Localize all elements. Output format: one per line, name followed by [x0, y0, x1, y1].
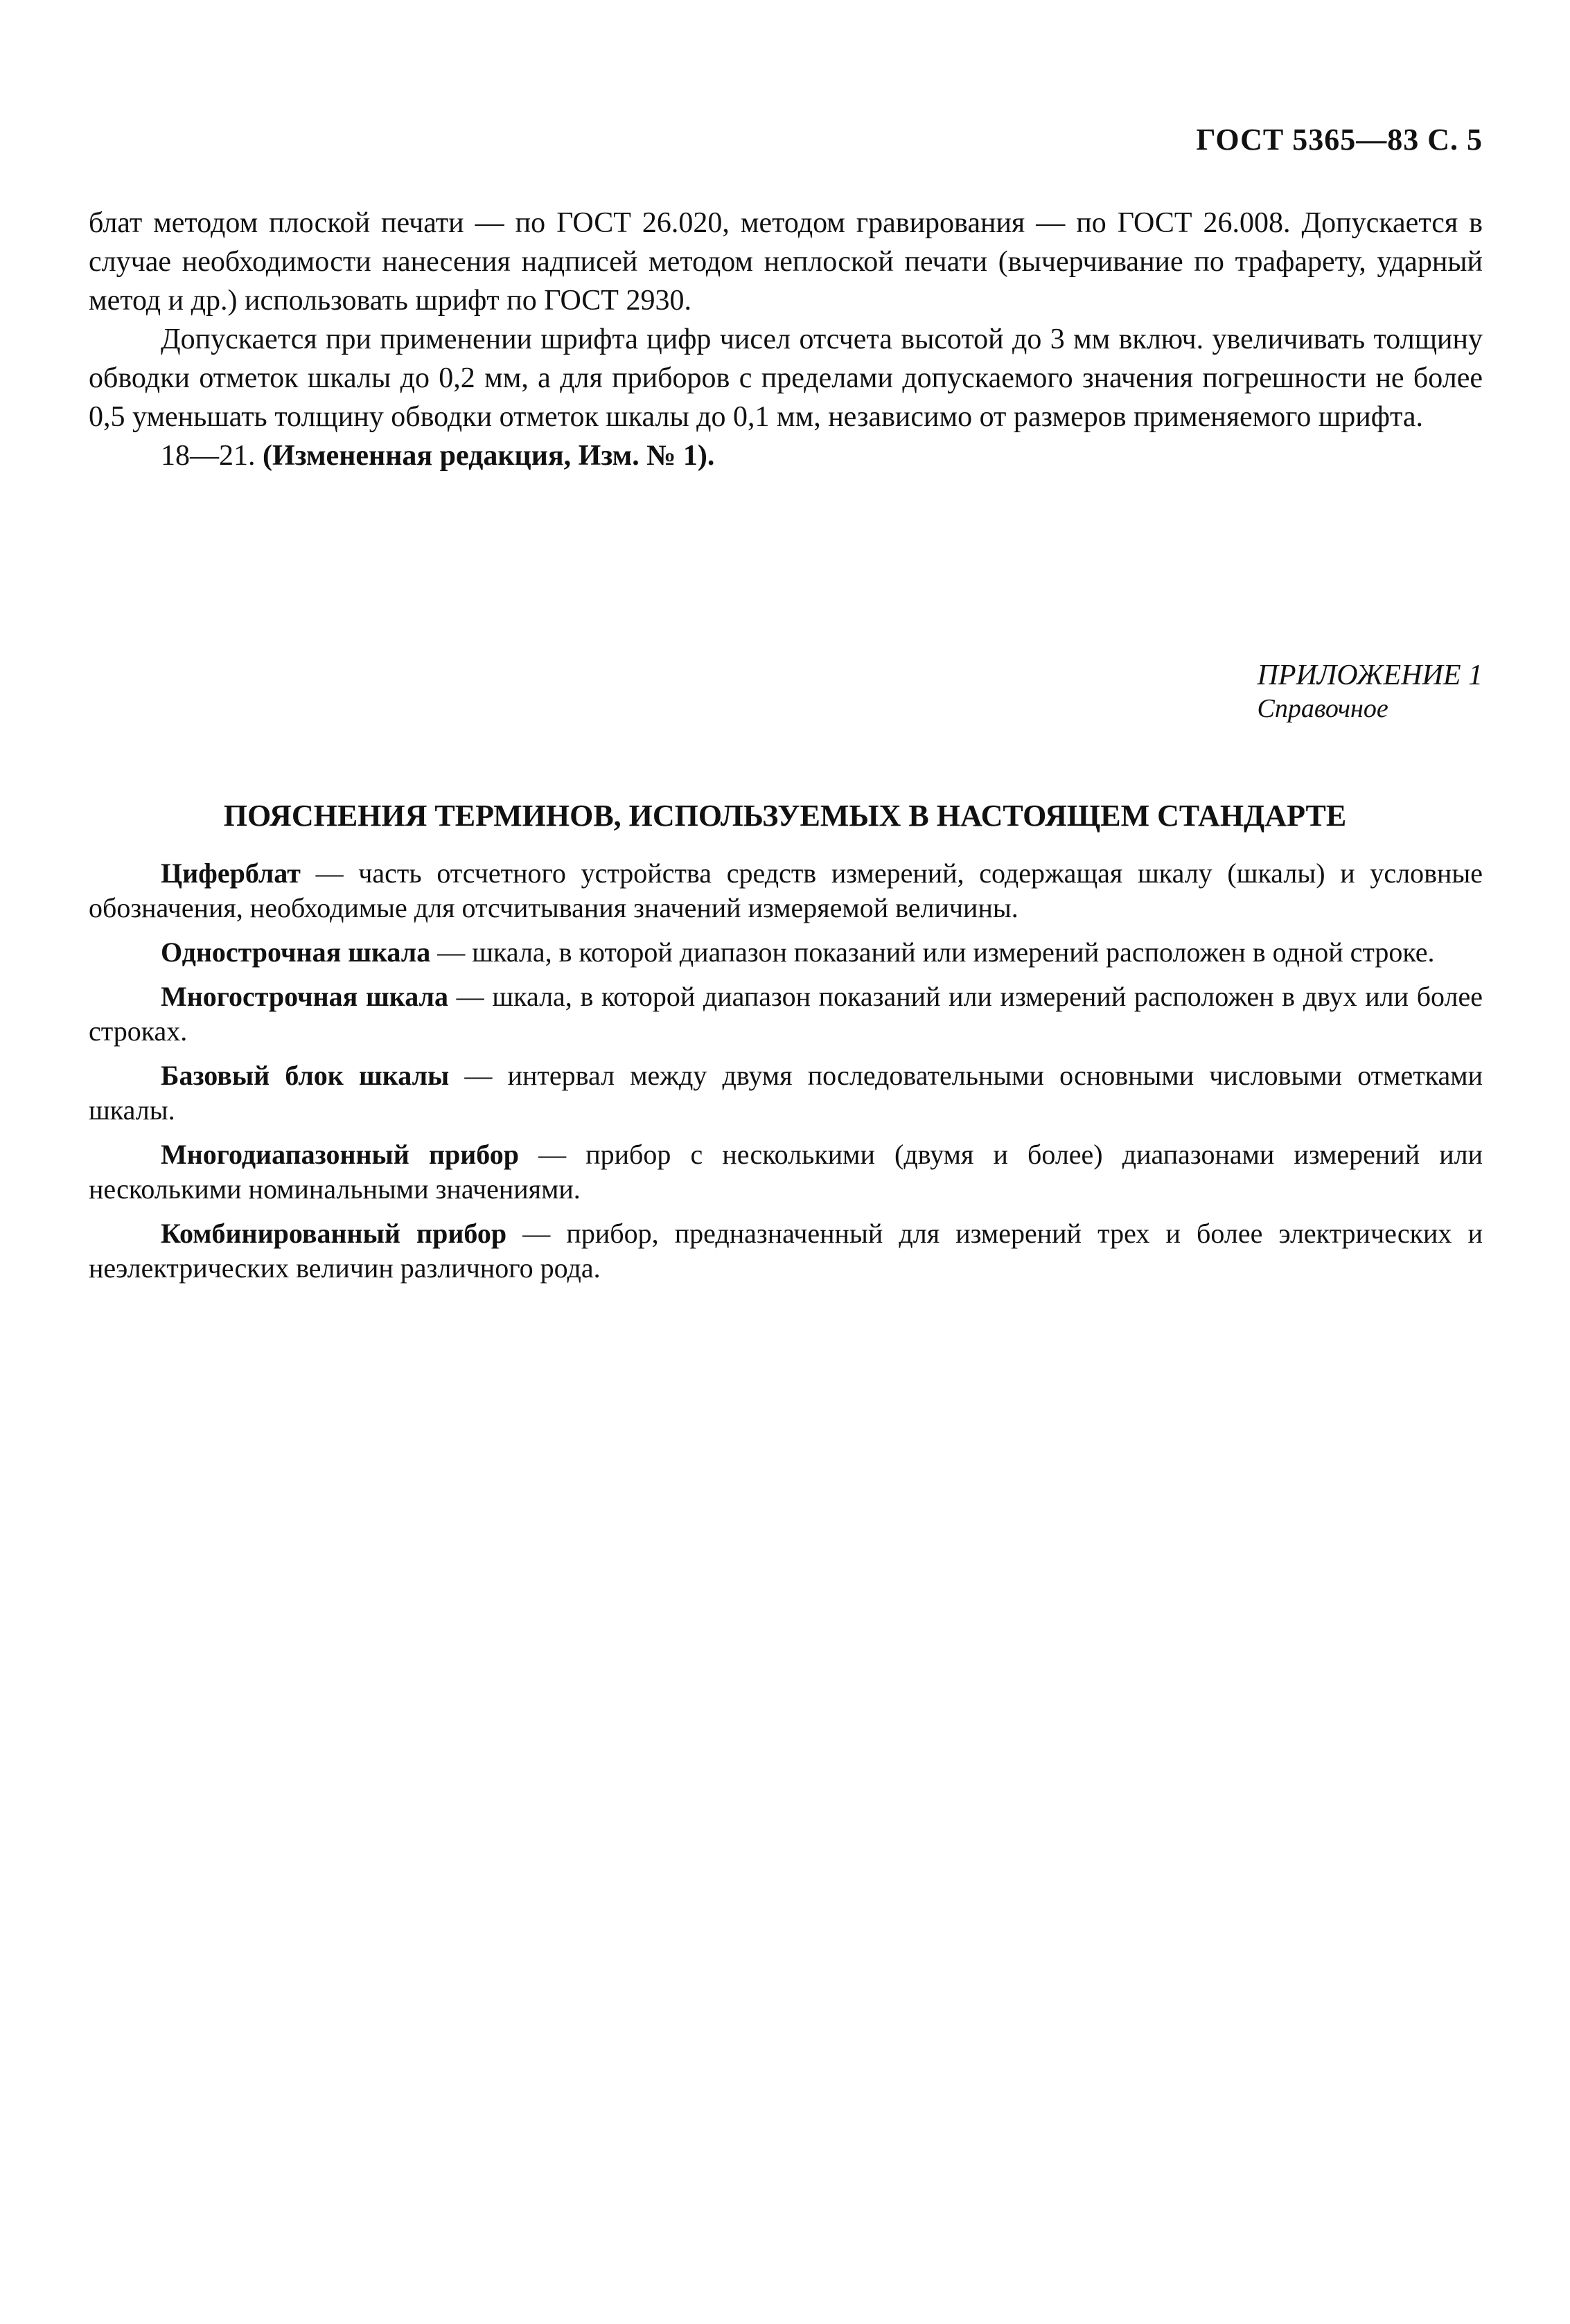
term-definition: — прибор, предназначенный для измерений трех и более электрических и неэлектрических величин различного рода.	[89, 1218, 1483, 1284]
term-definition: — прибор с несколькими (двумя и более) диапазонами измерений или несколькими номинальными значениями.	[89, 1139, 1483, 1205]
term-name: Многодиапазонный прибор	[161, 1139, 519, 1170]
term-definition: — часть отсчетного устройства средств измерений, содержащая шкалу (шкалы) и условные обозначения, необходимые для отсчитывания значений измеряемой величины.	[89, 858, 1483, 923]
paragraph-font-tolerance: Допускается при применении шрифта цифр чисел отсчета высотой до 3 мм включ. увеличивать толщину обводки отметок шкалы до 0,2 мм, а для приборов с пределами допускаемого значения погрешности не более 0,5 уменьшать толщину обводки отметок шкалы до 0,1 мм, независимо от размеров применяемого шрифта.	[89, 323, 1483, 433]
term-name: Комбинированный прибор	[161, 1218, 507, 1249]
term-definition: — шкала, в которой диапазон показаний или измерений расположен в одной строке.	[430, 937, 1435, 968]
term-name: Многострочная шкала	[161, 981, 448, 1012]
appendix-title: ПРИЛОЖЕНИЕ 1	[1257, 659, 1483, 691]
term-entry	[89, 935, 1483, 970]
appendix-label	[1258, 658, 1483, 725]
term-entry	[89, 1058, 1483, 1128]
body-text	[89, 204, 1483, 475]
term-entry	[89, 1137, 1483, 1207]
revision-note: (Измененная редакция, Изм. № 1).	[263, 440, 715, 472]
term-entry	[89, 979, 1483, 1049]
paragraph-continuation: блат методом плоской печати — по ГОСТ 26.020, методом гравирования — по ГОСТ 26.008. Допускается в случае необходимости нанесения надписей методом неплоской печати (вычерчивание по трафарету, ударный метод и др.) использовать шрифт по ГОСТ 2930.	[89, 207, 1483, 317]
term-name: Однострочная шкала	[161, 937, 431, 968]
term-entry	[89, 1216, 1483, 1286]
paragraph-revision-note	[89, 436, 1483, 475]
term-name: Циферблат	[161, 858, 301, 889]
term-entry	[89, 856, 1483, 925]
page-header: ГОСТ 5365—83 С. 5	[1196, 123, 1483, 157]
terms-list	[89, 856, 1483, 1295]
appendix-subtitle: Справочное	[1257, 694, 1388, 723]
term-name: Базовый блок шкалы	[161, 1060, 450, 1091]
clause-number: 18—21.	[161, 440, 256, 472]
section-title: ПОЯСНЕНИЯ ТЕРМИНОВ, ИСПОЛЬЗУЕМЫХ В НАСТОЯЩЕМ СТАНДАРТЕ	[223, 799, 1347, 833]
term-definition: — шкала, в которой диапазон показаний или измерений расположен в двух или более строках.	[89, 981, 1483, 1047]
term-definition: — интервал между двумя последовательными основными числовыми отметками шкалы.	[89, 1060, 1483, 1126]
